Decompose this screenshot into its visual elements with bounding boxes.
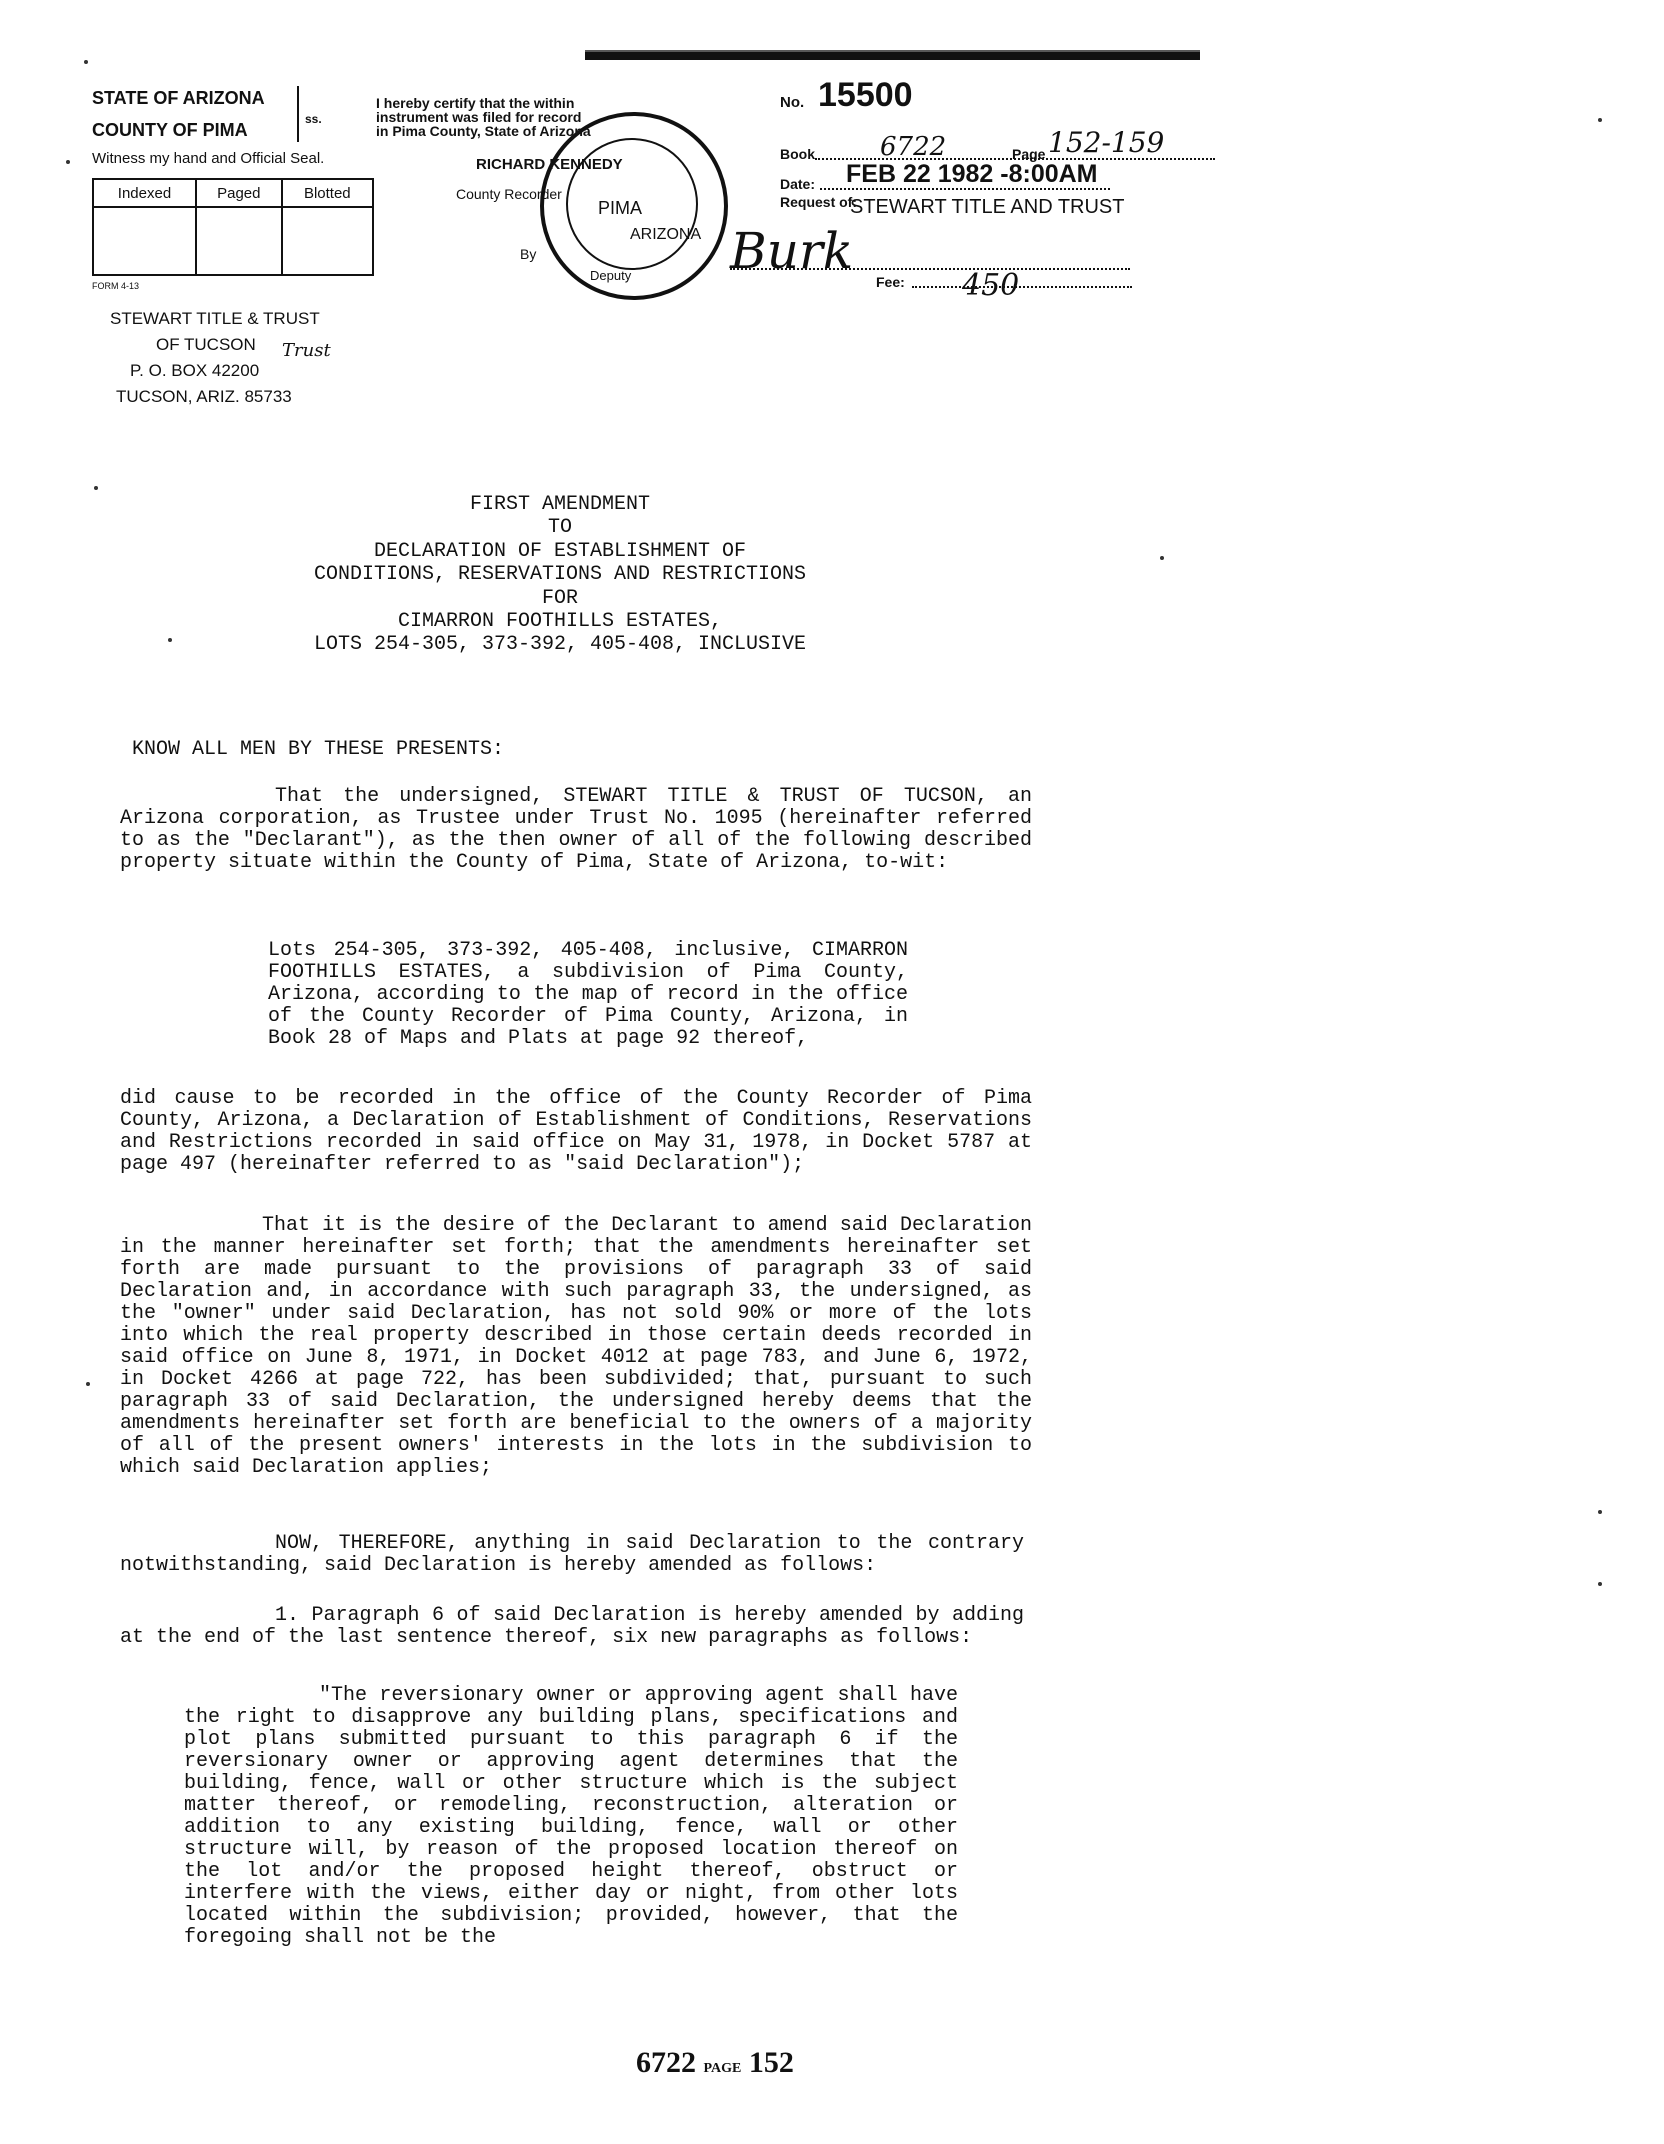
handwritten-note: Trust [282, 340, 331, 361]
index-cell [282, 207, 373, 275]
certification-text [376, 96, 591, 138]
scan-mark [1598, 118, 1602, 122]
index-col-paged: Paged [196, 179, 282, 207]
scan-mark [94, 486, 98, 490]
footer-book: 6722 [636, 2046, 696, 2079]
scan-mark [84, 60, 88, 64]
request-value: STEWART TITLE AND TRUST [850, 196, 1125, 218]
deputy-label: Deputy [590, 268, 632, 283]
book-value: 6722 [880, 132, 947, 162]
page-label: Page [1012, 146, 1046, 162]
by-label: By [520, 246, 537, 262]
title-line: CONDITIONS, RESERVATIONS AND RESTRICTIONS [313, 563, 807, 587]
fee-label: Fee: [876, 274, 905, 290]
seal-text: ARIZONA [630, 226, 702, 243]
index-col-indexed: Indexed [93, 179, 196, 207]
legal-description: Lots 254-305, 373-392, 405-408, inclusive, CIMARRON FOOTHILLS ESTATES, a subdivision of Pima County, Arizona, according to the map of record in the office of the County Recorder of Pima County, Arizona, in Book 28 of Maps and Plats at page 92 thereof, [268, 939, 908, 1050]
fee-value: 450 [962, 268, 1020, 303]
cert-line: instrument was filed for record [376, 109, 582, 125]
page-value: 152-159 [1048, 126, 1165, 159]
index-col-blotted: Blotted [282, 179, 373, 207]
cert-line: I hereby certify that the within [376, 95, 575, 111]
title-line: LOTS 254-305, 373-392, 405-408, INCLUSIVE [313, 633, 807, 657]
recorder-title: County Recorder [456, 186, 562, 202]
return-line: TUCSON, ARIZ. 85733 [116, 387, 292, 406]
scan-mark [86, 1382, 90, 1386]
top-rule [585, 52, 1200, 60]
ss-brace [297, 86, 303, 142]
book-label: Book [780, 146, 815, 162]
date-stamp: FEB 22 1982 -8:00AM [846, 160, 1098, 188]
request-label: Request of: [780, 194, 857, 210]
index-table [92, 178, 374, 276]
seal-text: PIMA [598, 198, 643, 218]
scan-mark [66, 160, 70, 164]
signature-line [730, 268, 1130, 270]
paragraph-recorded: did cause to be recorded in the office of the County Recorder of Pima County, Arizona, a Declaration of Establishment of Conditions, Reservations and Restrictions recorded in said office on May 31, 1978, in Docket 5787 at page 497 (hereinafter referred to as "said Declaration"); [120, 1087, 1032, 1176]
paragraph-desire: That it is the desire of the Declarant to amend said Declaration in the manner hereinafter set forth; that the amendments hereinafter set forth are made pursuant to the provisions of paragraph 33 of said Declaration and, in accordance with such paragraph 33, the undersigned, as the "owner" under said Declaration, has not sold 90% or more of the lots into which the real property described in those certain deeds recorded in said office on June 8, 1971, in Docket 4012 at page 783, and June 6, 1972, in Docket 4266 at page 722, has been subdivided; that, pursuant to such paragraph 33 of said Declaration, the undersigned hereby deems that the amendments hereinafter set forth are beneficial to the owners of a majority of all of the present owners' interests in the lots in the subdivision to which said Declaration applies; [120, 1214, 1032, 1479]
title-line: FIRST AMENDMENT [469, 493, 651, 516]
index-cell [93, 207, 196, 275]
paragraph-therefore: NOW, THEREFORE, anything in said Declaration to the contrary notwithstanding, said Declaration is hereby amended as follows: [120, 1532, 1024, 1577]
return-line: P. O. BOX 42200 [130, 361, 260, 380]
title-line: FOR [541, 586, 578, 610]
doc-number: 15500 [818, 76, 913, 114]
state-label: STATE OF ARIZONA [92, 88, 265, 108]
scan-mark [1598, 1510, 1602, 1514]
document-title [0, 493, 1120, 657]
footer-page: 152 [748, 2046, 794, 2079]
title-line: DECLARATION OF ESTABLISHMENT OF [373, 539, 747, 563]
date-label: Date: [780, 176, 816, 192]
recorder-name: RICHARD KENNEDY [476, 156, 623, 173]
ss-label: ss. [305, 112, 322, 126]
footer-page-label: PAGE [703, 2061, 742, 2076]
opening-line: KNOW ALL MEN BY THESE PRESENTS: [132, 738, 505, 761]
fee-line [912, 286, 1132, 288]
page-footer [636, 2046, 794, 2080]
index-cell [196, 207, 282, 275]
title-line: TO [547, 516, 572, 540]
cert-line: in Pima County, State of Arizona [376, 123, 591, 139]
title-line: CIMARRON FOOTHILLS ESTATES, [397, 610, 723, 634]
return-line: OF TUCSON [156, 335, 256, 354]
paragraph-amendment-1: 1. Paragraph 6 of said Declaration is hereby amended by adding at the end of the last sentence thereof, six new paragraphs as follows: [120, 1604, 1024, 1649]
scan-mark [1160, 556, 1164, 560]
witness-line: Witness my hand and Official Seal. [92, 150, 325, 167]
signature: Burk [730, 222, 854, 280]
scan-mark [168, 638, 172, 642]
doc-no-label: No. [780, 94, 805, 111]
county-label: COUNTY OF PIMA [92, 120, 248, 140]
scan-mark [1598, 1582, 1602, 1586]
form-number: FORM 4-13 [92, 281, 140, 291]
return-line: STEWART TITLE & TRUST [110, 309, 320, 328]
quoted-amendment: "The reversionary owner or approving agent shall have the right to disapprove any building plans, specifications and plot plans submitted pursuant to this paragraph 6 if the reversionary owner or approving agent determines that the building, fence, wall or other structure which is the subject matter thereof, or remodeling, reconstruction, alteration or addition to any existing building, fence, wall or other structure will, by reason of the proposed location thereof on the lot and/or the proposed height thereof, obstruct or interfere with the views, either day or night, from other lots located within the subdivision; provided, however, that the foregoing shall not be the [184, 1684, 958, 1949]
paragraph-recital: That the undersigned, STEWART TITLE & TRUST OF TUCSON, an Arizona corporation, as Trustee under Trust No. 1095 (hereinafter referred to as the "Declarant"), as the then owner of all of the following described property situate within the County of Pima, State of Arizona, to-wit: [120, 785, 1032, 874]
